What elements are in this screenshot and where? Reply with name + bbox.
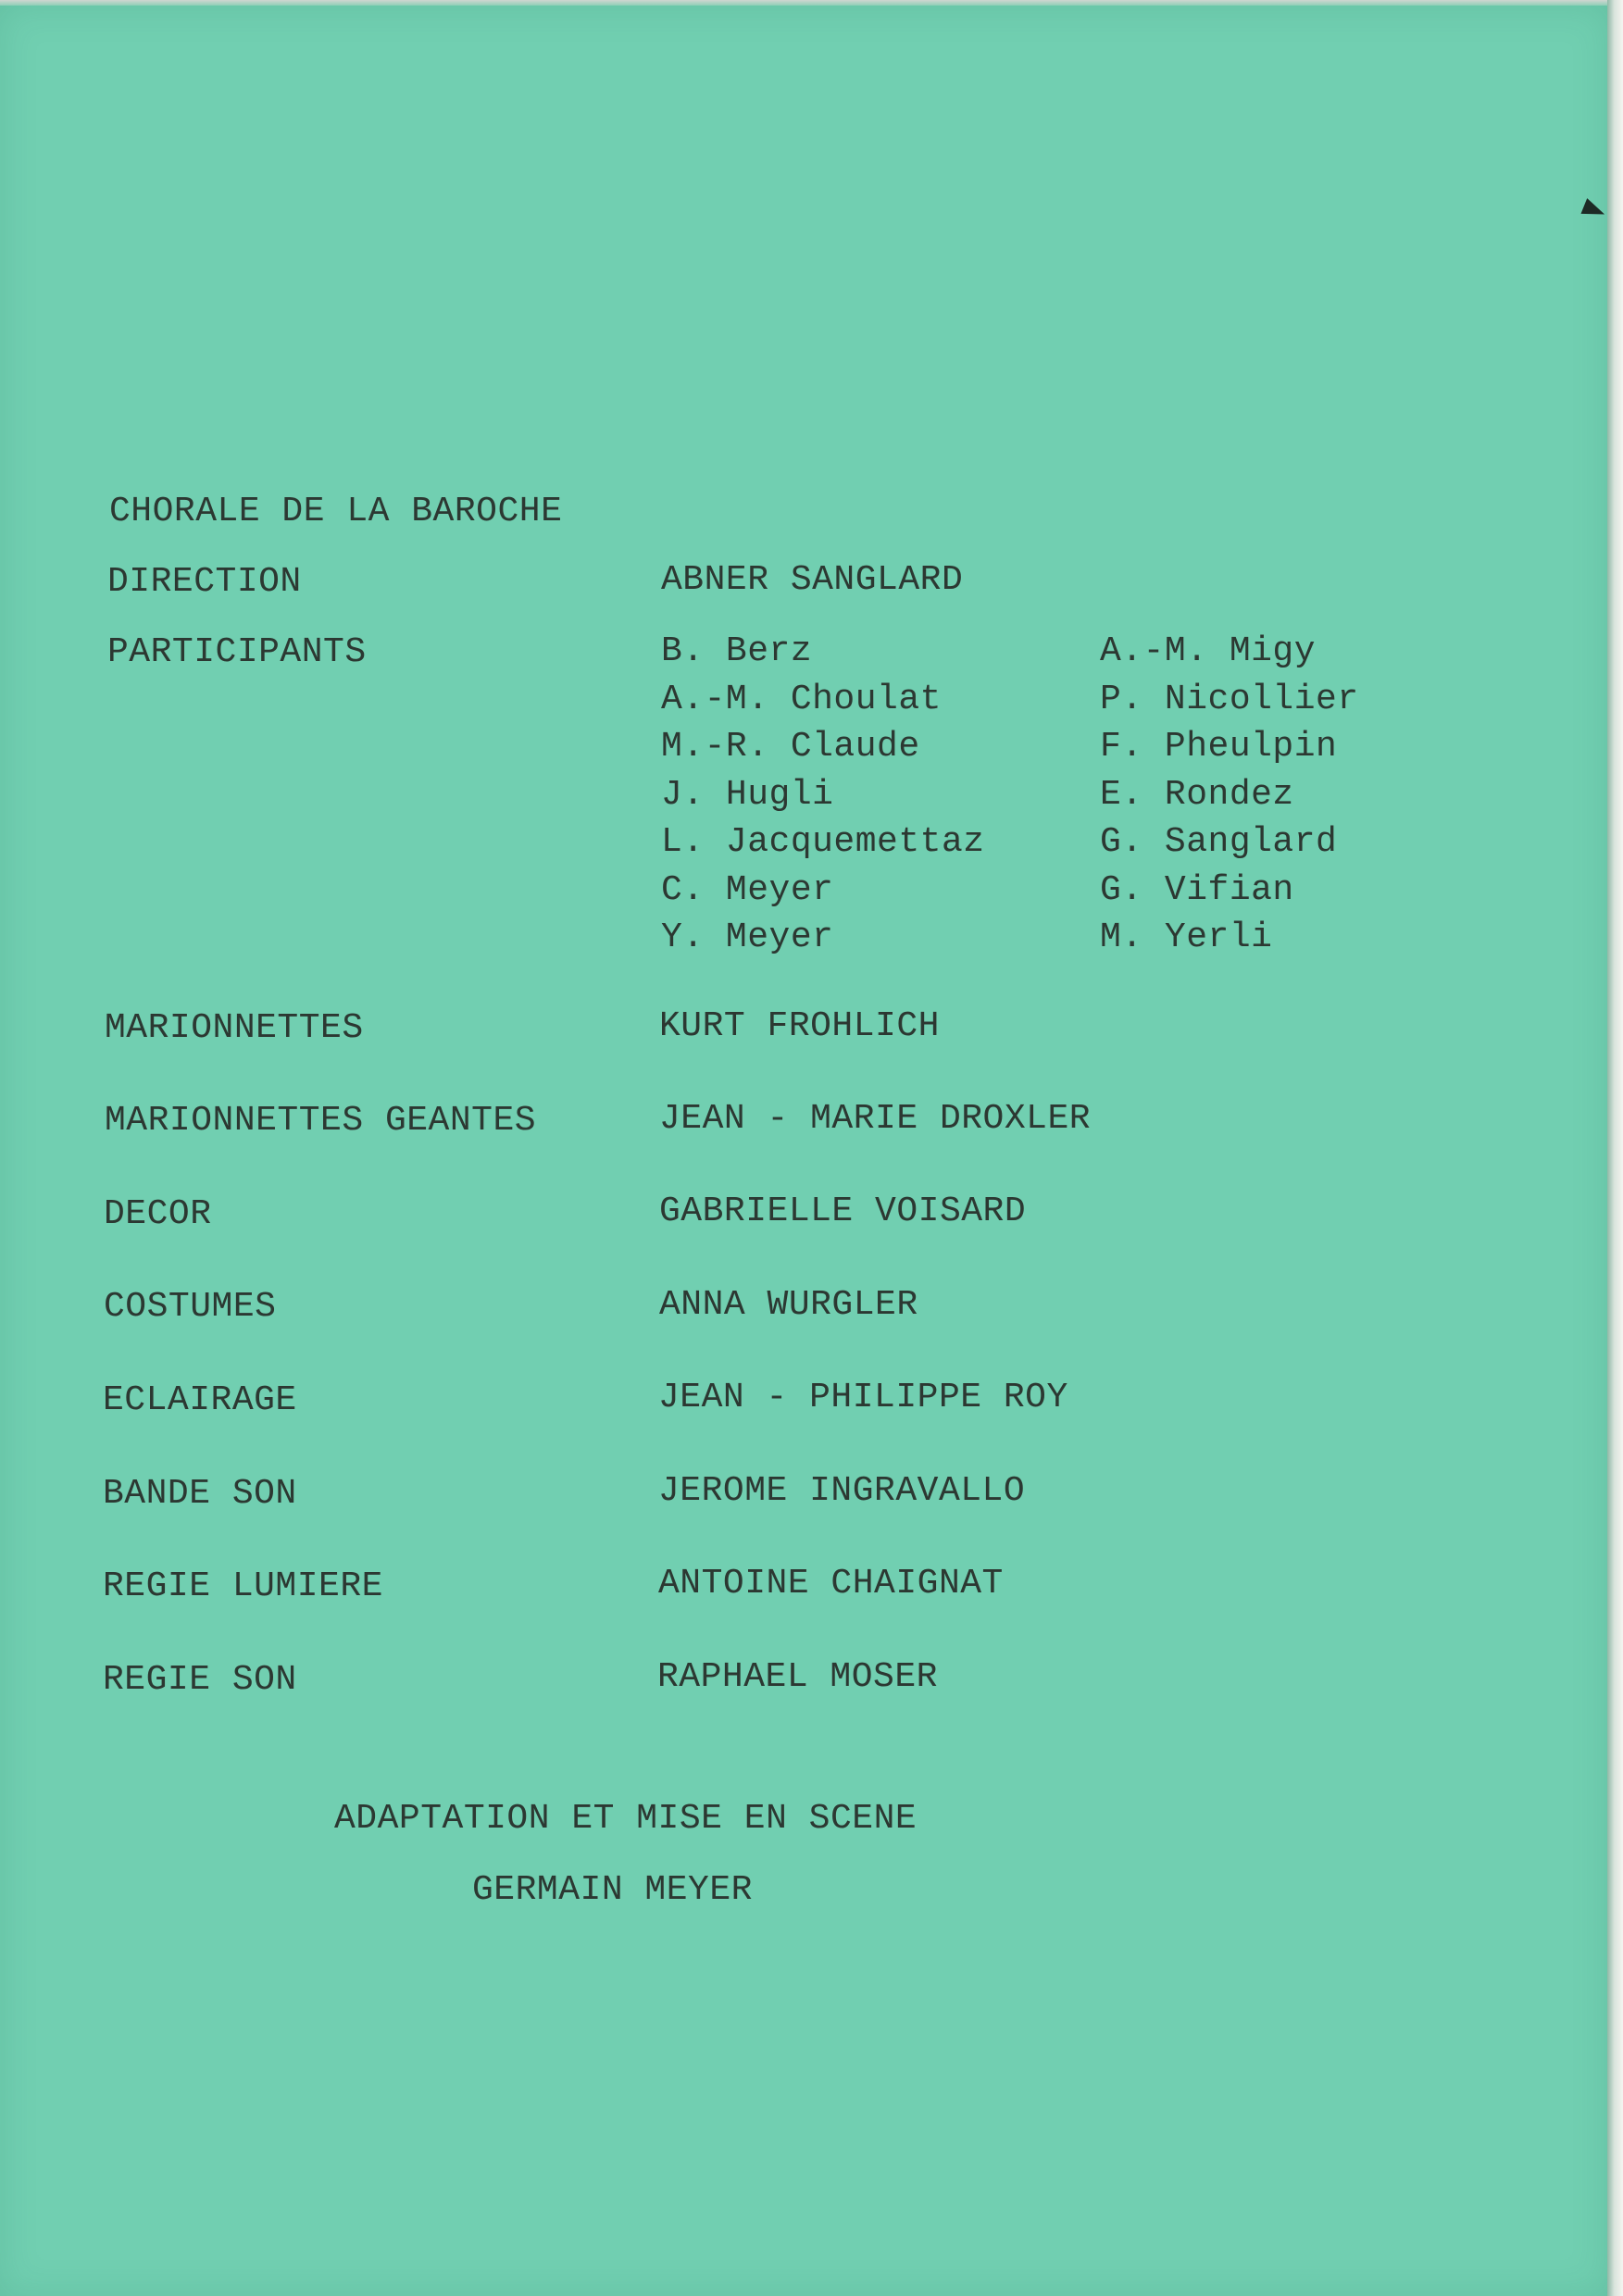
credit-role-decor: DECOR bbox=[104, 1194, 212, 1234]
adaptation-title: ADAPTATION ET MISE EN SCENE bbox=[334, 1799, 918, 1839]
participant-name: L. Jacquemettaz bbox=[661, 822, 985, 862]
direction-role: DIRECTION bbox=[107, 562, 302, 602]
participant-name: A.-M. Migy bbox=[1100, 631, 1317, 671]
participant-name: B. Berz bbox=[661, 631, 813, 671]
credit-name-marionnettes: KURT FROHLICH bbox=[659, 1006, 940, 1046]
credit-name-regie-lumiere: ANTOINE CHAIGNAT bbox=[658, 1564, 1004, 1603]
credit-role-regie-lumiere: REGIE LUMIERE bbox=[103, 1566, 383, 1606]
binding-mark bbox=[1581, 198, 1608, 222]
credit-name-decor: GABRIELLE VOISARD bbox=[659, 1192, 1027, 1231]
credit-role-eclairage: ECLAIRAGE bbox=[103, 1380, 297, 1420]
program-page bbox=[0, 6, 1609, 2296]
participants-column-1 bbox=[661, 628, 985, 962]
participant-name: E. Rondez bbox=[1100, 774, 1294, 815]
participant-name: M.-R. Claude bbox=[661, 727, 920, 767]
credit-name-regie-son: RAPHAEL MOSER bbox=[657, 1657, 938, 1697]
credit-role-regie-son: REGIE SON bbox=[103, 1660, 297, 1700]
credit-role-costumes: COSTUMES bbox=[104, 1287, 277, 1327]
direction-name: ABNER SANGLARD bbox=[661, 560, 964, 600]
participant-name: G. Vifian bbox=[1100, 869, 1294, 910]
credit-name-bande-son: JEROME INGRAVALLO bbox=[658, 1471, 1026, 1511]
participant-name: Y. Meyer bbox=[661, 917, 834, 957]
participant-name: J. Hugli bbox=[661, 774, 834, 815]
participant-name: G. Sanglard bbox=[1100, 822, 1338, 862]
credit-role-marionnettes: MARIONNETTES bbox=[105, 1008, 364, 1048]
credit-name-eclairage: JEAN - PHILIPPE ROY bbox=[658, 1378, 1068, 1417]
participant-name: P. Nicollier bbox=[1100, 679, 1359, 719]
credit-role-bande-son: BANDE SON bbox=[103, 1474, 297, 1514]
credit-name-costumes: ANNA WURGLER bbox=[659, 1285, 918, 1325]
participant-name: C. Meyer bbox=[661, 869, 834, 910]
participants-column-2 bbox=[1100, 628, 1359, 962]
credit-role-marionnettes-geantes: MARIONNETTES GEANTES bbox=[105, 1101, 537, 1141]
participant-name: A.-M. Choulat bbox=[661, 679, 942, 719]
credit-name-marionnettes-geantes: JEAN - MARIE DROXLER bbox=[659, 1099, 1092, 1139]
participants-role: PARTICIPANTS bbox=[107, 632, 367, 672]
participant-name: M. Yerli bbox=[1100, 917, 1273, 957]
participant-name: F. Pheulpin bbox=[1100, 727, 1338, 767]
ensemble-heading: CHORALE DE LA BAROCHE bbox=[109, 492, 563, 531]
paper-right-edge bbox=[1607, 0, 1623, 2296]
adaptation-name: GERMAIN MEYER bbox=[472, 1870, 753, 1910]
